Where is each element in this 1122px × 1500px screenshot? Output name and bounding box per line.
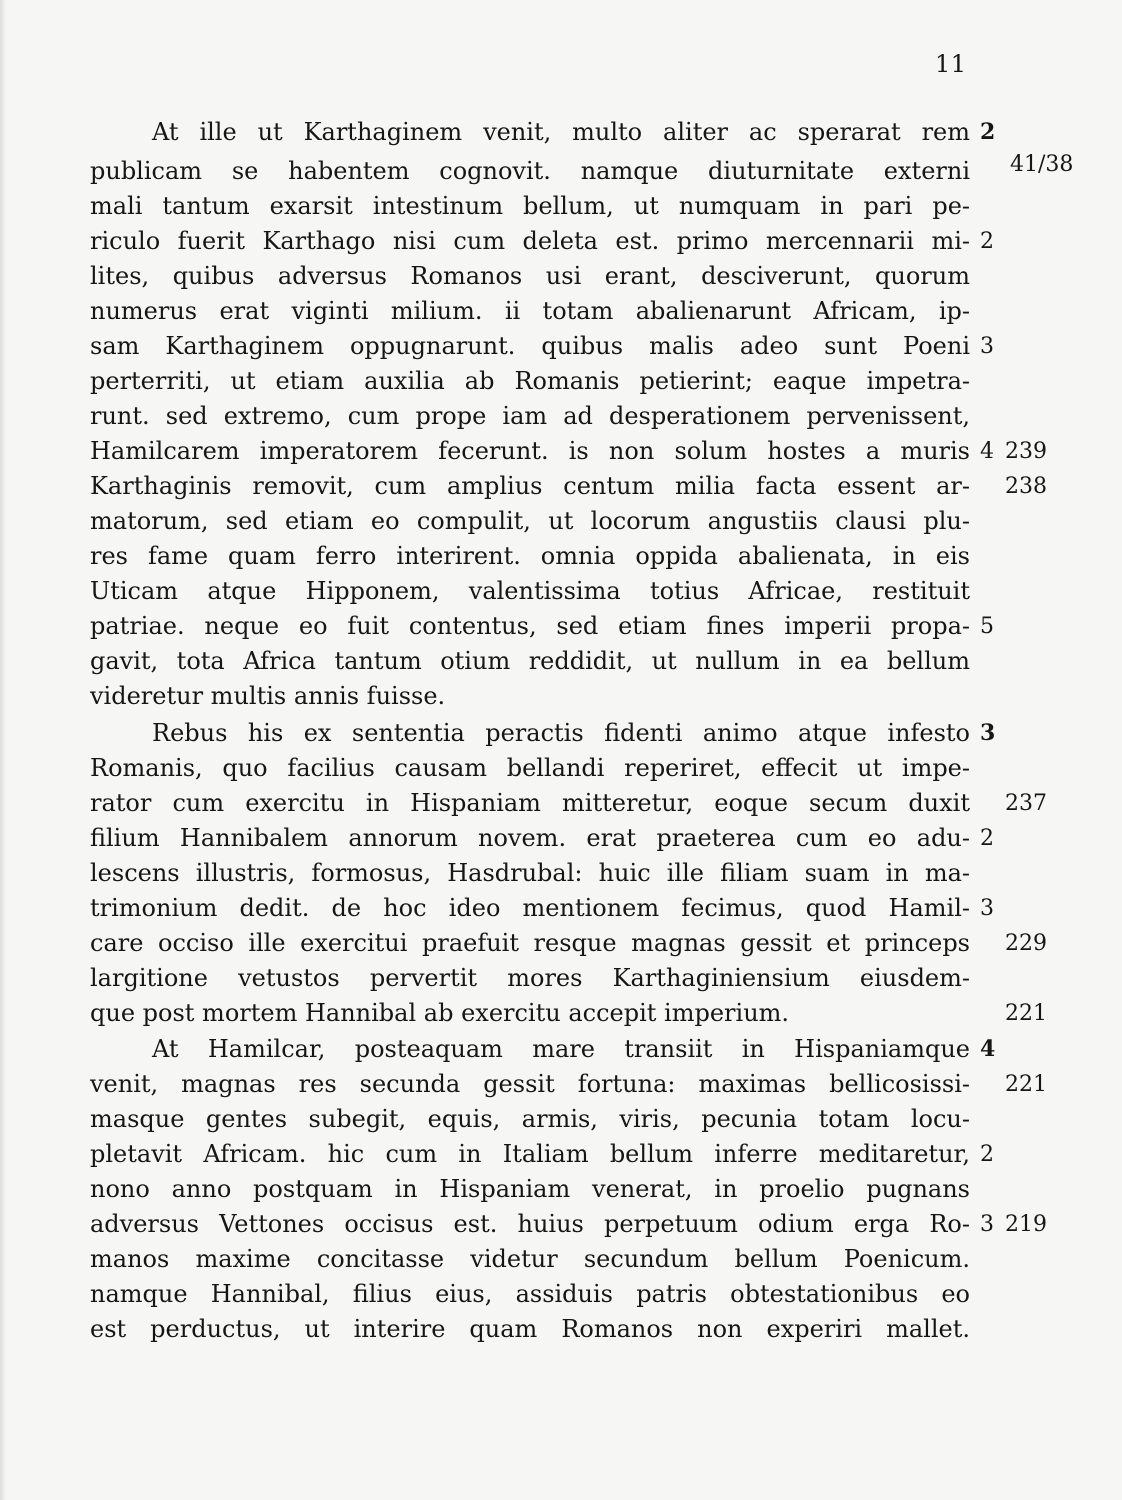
margin-year: 229 xyxy=(1005,931,1047,956)
text-line: manos maxime concitasse videtur secundum bellum Poenicum. xyxy=(90,1245,970,1273)
text-line: res fame quam ferro interirent. omnia oppida abalienata, in eis xyxy=(90,542,970,570)
text-line: filium Hannibalem annorum novem. erat praeterea cum eo adu- xyxy=(90,824,970,852)
text-line: adversus Vettones occisus est. huius perpetuum odium erga Ro- xyxy=(90,1210,970,1238)
margin-section-number: 2 xyxy=(980,229,994,254)
margin-year: 239 xyxy=(1005,439,1047,464)
margin-section-number: 3 xyxy=(980,1212,994,1237)
text-line: est perductus, ut interire quam Romanos non experiri mallet. xyxy=(90,1315,970,1343)
text-line: At Hamilcar, posteaquam mare transiit in Hispaniamque xyxy=(152,1035,970,1063)
margin-year: 221 xyxy=(1005,1072,1047,1097)
text-line: gavit, tota Africa tantum otium reddidit, ut nullum in ea bellum xyxy=(90,647,970,675)
text-line: care occiso ille exercitui praefuit resque magnas gessit et princeps xyxy=(90,929,970,957)
text-line: Uticam atque Hipponem, valentissima totius Africae, restituit xyxy=(90,577,970,605)
text-line: At ille ut Karthaginem venit, multo aliter ac sperarat rem xyxy=(152,118,970,146)
margin-section-number: 3 xyxy=(980,896,994,921)
text-line: lescens illustris, formosus, Hasdrubal: huic ille filiam suam in ma- xyxy=(90,859,970,887)
text-line: nono anno postquam in Hispaniam venerat, in proelio pugnans xyxy=(90,1175,970,1203)
text-line: runt. sed extremo, cum prope iam ad desperationem pervenissent, xyxy=(90,402,970,430)
margin-year: 221 xyxy=(1005,1001,1047,1026)
margin-section-number: 2 xyxy=(980,826,994,851)
page-number: 11 xyxy=(935,50,967,78)
text-line: rator cum exercitu in Hispaniam mitteretur, eoque secum duxit xyxy=(90,789,970,817)
margin-section-number: 2 xyxy=(980,1142,994,1167)
margin-year: 41/38 xyxy=(1010,152,1074,177)
text-line: numerus erat viginti milium. ii totam abalienarunt Africam, ip- xyxy=(90,297,970,325)
text-line: Romanis, quo facilius causam bellandi reperiret, effecit ut impe- xyxy=(90,754,970,782)
text-line: largitione vetustos pervertit mores Karthaginiensium eiusdem- xyxy=(90,964,970,992)
margin-section-number: 3 xyxy=(980,334,994,359)
text-line: publicam se habentem cognovit. namque diuturnitate externi xyxy=(90,157,970,185)
text-line: pletavit Africam. hic cum in Italiam bellum inferre meditaretur, xyxy=(90,1140,970,1168)
text-line: Rebus his ex sententia peractis fidenti animo atque infesto xyxy=(152,719,970,747)
margin-year: 238 xyxy=(1005,474,1047,499)
scan-left-edge xyxy=(0,0,6,1500)
text-line: perterriti, ut etiam auxilia ab Romanis petierint; eaque impetra- xyxy=(90,367,970,395)
text-line: namque Hannibal, filius eius, assiduis patris obtestationibus eo xyxy=(90,1280,970,1308)
margin-section-number: 5 xyxy=(980,614,994,639)
text-line: Hamilcarem imperatorem fecerunt. is non solum hostes a muris xyxy=(90,437,970,465)
text-line: mali tantum exarsit intestinum bellum, ut numquam in pari pe- xyxy=(90,192,970,220)
margin-section-number: 3 xyxy=(980,720,996,746)
text-line: Karthaginis removit, cum amplius centum milia facta essent ar- xyxy=(90,472,970,500)
text-line: que post mortem Hannibal ab exercitu accepit imperium. xyxy=(90,999,790,1027)
text-line: matorum, sed etiam eo compulit, ut locorum angustiis clausi plu- xyxy=(90,507,970,535)
text-line: trimonium dedit. de hoc ideo mentionem fecimus, quod Hamil- xyxy=(90,894,970,922)
margin-year: 219 xyxy=(1005,1212,1047,1237)
text-line: riculo fuerit Karthago nisi cum deleta est. primo mercennarii mi- xyxy=(90,227,970,255)
margin-section-number: 2 xyxy=(980,119,996,145)
margin-year: 237 xyxy=(1005,791,1047,816)
text-line: videretur multis annis fuisse. xyxy=(90,682,446,710)
text-line: patriae. neque eo fuit contentus, sed etiam fines imperii propa- xyxy=(90,612,970,640)
text-line: lites, quibus adversus Romanos usi erant, desciverunt, quorum xyxy=(90,262,970,290)
text-line: masque gentes subegit, equis, armis, viris, pecunia totam locu- xyxy=(90,1105,970,1133)
margin-section-number: 4 xyxy=(980,1036,996,1062)
margin-section-number: 4 xyxy=(980,439,994,464)
text-line: venit, magnas res secunda gessit fortuna: maximas bellicosissi- xyxy=(90,1070,970,1098)
text-line: sam Karthaginem oppugnarunt. quibus malis adeo sunt Poeni xyxy=(90,332,970,360)
